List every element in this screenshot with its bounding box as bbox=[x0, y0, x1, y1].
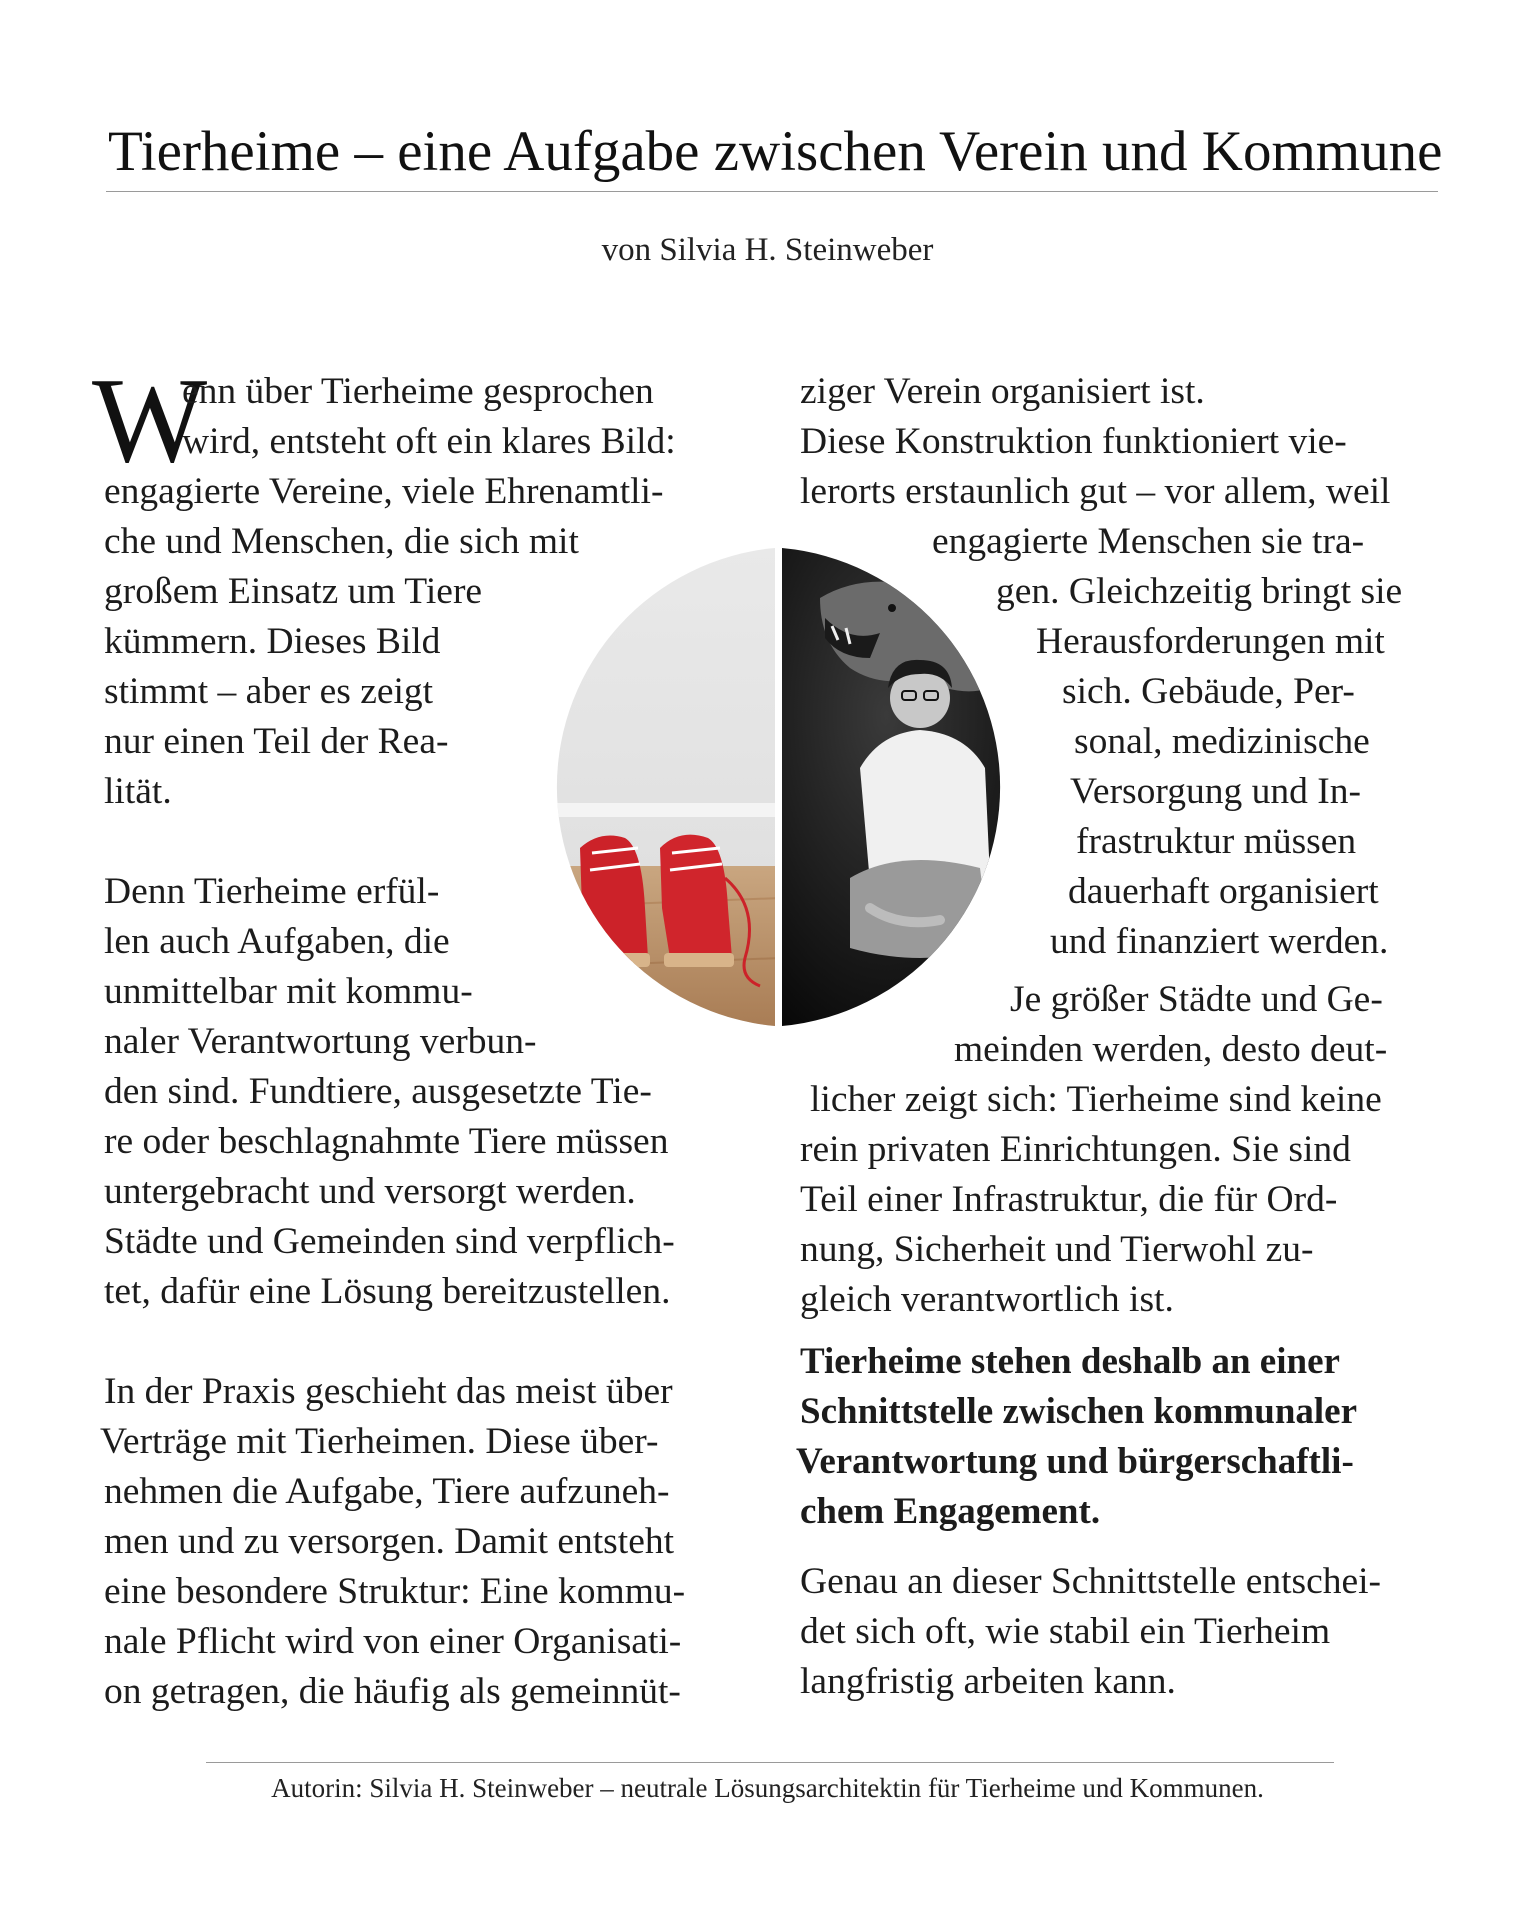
author-footer: Autorin: Silvia H. Steinweber – neutrale Lösungsarchitektin für Tierheime und Kommunen. bbox=[271, 1773, 1264, 1803]
highlight-line: Tierheime stehen deshalb an einer bbox=[800, 1341, 1340, 1382]
text-line: sonal, medizinische bbox=[1074, 721, 1370, 762]
text-line: gen. Gleichzeitig bringt sie bbox=[996, 571, 1403, 612]
text-line: unmittelbar mit kommu- bbox=[104, 971, 473, 1012]
text-line: len auch Aufgaben, die bbox=[104, 921, 450, 962]
text-line: den sind. Fundtiere, ausgesetzte Tie- bbox=[104, 1071, 652, 1112]
highlight-line: Schnittstelle zwischen kommunaler bbox=[800, 1391, 1358, 1432]
text-line: engagierte Vereine, viele Ehrenamtli- bbox=[104, 471, 664, 512]
text-line: engagierte Menschen sie tra- bbox=[932, 521, 1365, 562]
text-line: lität. bbox=[104, 771, 172, 812]
text-line: ziger Verein organisiert ist. bbox=[800, 371, 1205, 412]
text-line: Je größer Städte und Ge- bbox=[1010, 979, 1383, 1020]
text-line: che und Menschen, die sich mit bbox=[104, 521, 579, 562]
drop-cap: W bbox=[92, 353, 208, 488]
text-line: Städte und Gemeinden sind verpflich- bbox=[104, 1221, 675, 1262]
text-line: sich. Gebäude, Per- bbox=[1062, 671, 1355, 712]
text-line: nung, Sicherheit und Tierwohl zu- bbox=[800, 1229, 1314, 1270]
title-divider bbox=[106, 191, 1438, 192]
text-line: nale Pflicht wird von einer Organisati- bbox=[104, 1621, 682, 1662]
text-line: kümmern. Dieses Bild bbox=[104, 621, 441, 662]
text-line: eine besondere Struktur: Eine kommu- bbox=[104, 1571, 686, 1612]
text-line: det sich oft, wie stabil ein Tierheim bbox=[800, 1611, 1331, 1652]
text-line: lerorts erstaunlich gut – vor allem, weil bbox=[800, 471, 1391, 512]
text-line: dauerhaft organisiert bbox=[1068, 871, 1379, 912]
split-circle-image bbox=[520, 548, 1040, 1026]
text-line: Versorgung und In- bbox=[1070, 771, 1361, 812]
text-line: Herausforderungen mit bbox=[1036, 621, 1385, 662]
text-line: gleich verantwortlich ist. bbox=[800, 1279, 1174, 1320]
text-line: Denn Tierheime erfül- bbox=[104, 871, 440, 912]
text-line: re oder beschlagnahmte Tiere müssen bbox=[104, 1121, 669, 1162]
text-line: stimmt – aber es zeigt bbox=[104, 671, 434, 712]
text-line: nehmen die Aufgabe, Tiere aufzuneh- bbox=[104, 1471, 670, 1512]
text-line: und finanziert werden. bbox=[1050, 921, 1389, 962]
text-line: licher zeigt sich: Tierheime sind keine bbox=[810, 1079, 1382, 1120]
text-line: nur einen Teil der Rea- bbox=[104, 721, 449, 762]
text-line: on getragen, die häufig als gemeinnüt- bbox=[104, 1671, 681, 1712]
text-line: Verträge mit Tierheimen. Diese über- bbox=[100, 1421, 659, 1462]
highlight-line: chem Engagement. bbox=[800, 1491, 1101, 1532]
highlight-line: Verantwortung und bürgerschaftli- bbox=[796, 1441, 1354, 1482]
text-line: tet, dafür eine Lösung bereitzustellen. bbox=[104, 1271, 671, 1312]
text-line: Teil einer Infrastruktur, die für Ord- bbox=[800, 1179, 1338, 1220]
text-line: rein privaten Einrichtungen. Sie sind bbox=[800, 1129, 1351, 1170]
text-line: naler Verantwortung verbun- bbox=[104, 1021, 537, 1062]
article-illustration bbox=[520, 548, 1040, 1026]
shoes-photo bbox=[520, 548, 780, 1026]
text-line: großem Einsatz um Tiere bbox=[104, 571, 483, 612]
text-line: langfristig arbeiten kann. bbox=[800, 1661, 1176, 1702]
text-line: wird, entsteht oft ein klares Bild: bbox=[182, 421, 676, 462]
text-line: meinden werden, desto deut- bbox=[954, 1029, 1388, 1070]
text-line: In der Praxis geschieht das meist über bbox=[104, 1371, 673, 1412]
text-line: frastruktur müssen bbox=[1076, 821, 1357, 862]
article-byline: von Silvia H. Steinweber bbox=[601, 232, 934, 268]
text-line: men und zu versorgen. Damit entsteht bbox=[104, 1521, 675, 1562]
portrait-photo bbox=[782, 548, 1040, 1026]
text-line: Genau an dieser Schnittstelle entschei- bbox=[800, 1561, 1382, 1602]
text-line: Diese Konstruktion funktioniert vie- bbox=[800, 421, 1347, 462]
footer-divider bbox=[206, 1762, 1334, 1763]
text-line: untergebracht und versorgt werden. bbox=[104, 1171, 636, 1212]
text-line: enn über Tierheime gesprochen bbox=[182, 371, 654, 412]
article-title: Tierheime – eine Aufgabe zwischen Verein und Kommune bbox=[108, 120, 1443, 183]
